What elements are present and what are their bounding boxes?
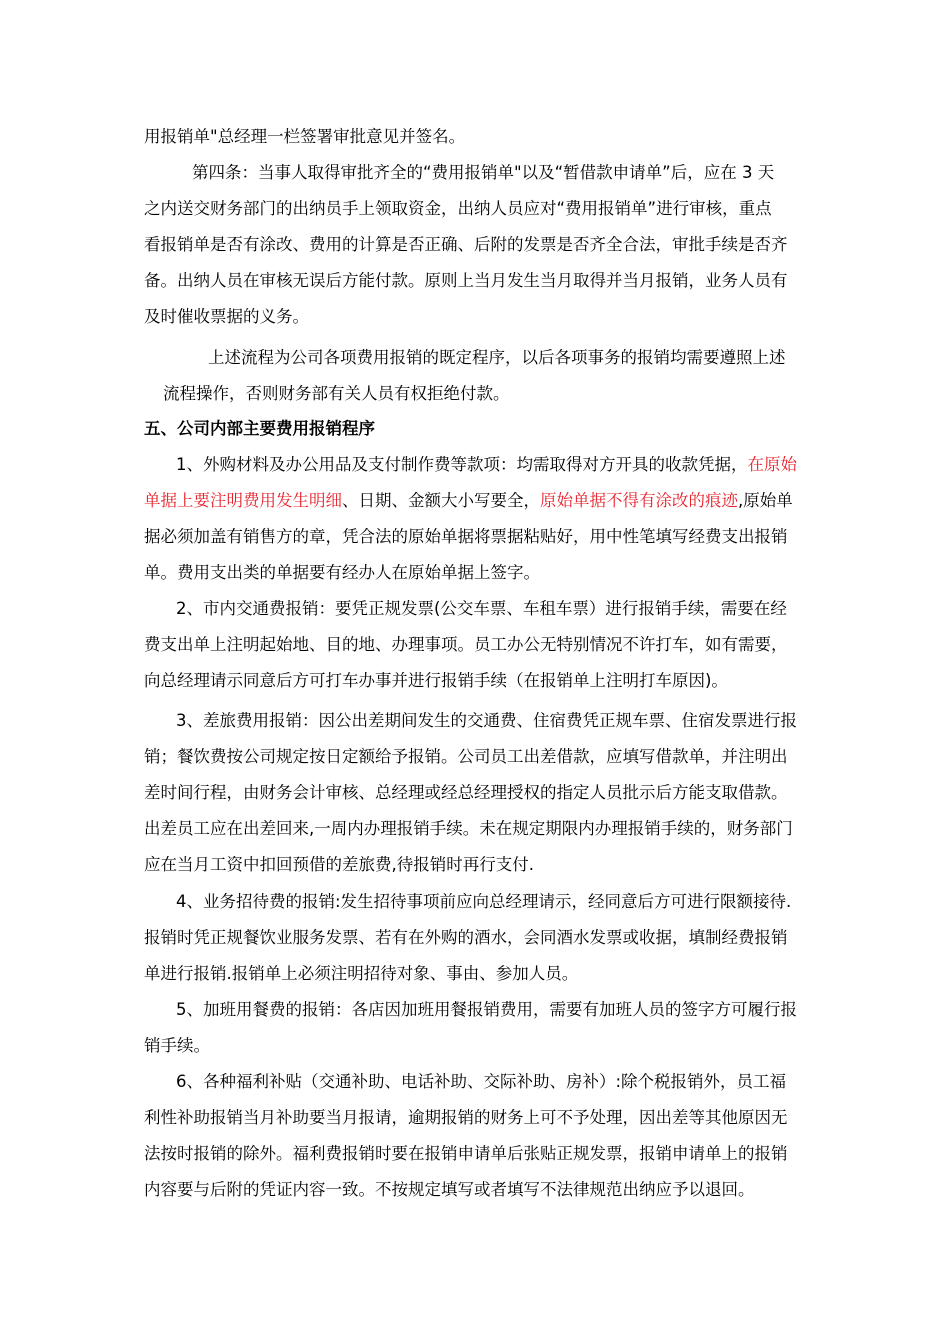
section-5-heading: 五、公司内部主要费用报销程序 — [144, 419, 375, 438]
paragraph-line: 流程操作，否则财务部有关人员有权拒绝付款。 — [163, 384, 510, 403]
text-run: 1、外购材料及办公用品及支付制作费等款项：均需取得对方开具的收款凭据， — [176, 455, 748, 474]
paragraph-line: 报销时凭正规餐饮业服务发票、若有在外购的酒水，会同酒水发票或收据，填制经费报销 — [144, 928, 788, 947]
paragraph-line: 2、市内交通费报销：要凭正规发票(公交车票、车租车票）进行报销手续，需要在经 — [176, 599, 787, 618]
paragraph-line: 销；餐饮费按公司规定按日定额给予报销。公司员工出差借款，应填写借款单，并注明出 — [144, 747, 788, 766]
paragraph-line: 之内送交财务部门的出纳员手上领取资金，出纳人员应对“费用报销单”进行审核，重点 — [144, 199, 772, 218]
paragraph-line: 看报销单是否有涂改、费用的计算是否正确、后附的发票是否齐全合法，审批手续是否齐 — [144, 235, 788, 254]
paragraph-line: 5、加班用餐费的报销：各店因加班用餐报销费用，需要有加班人员的签字方可履行报 — [176, 1000, 797, 1019]
paragraph-line: 3、差旅费用报销：因公出差期间发生的交通费、住宿费凭正规车票、住宿发票进行报 — [176, 711, 797, 730]
paragraph-line: 出差员工应在出差回来,一周内办理报销手续。未在规定期限内办理报销手续的，财务部门 — [144, 819, 793, 838]
paragraph-line: 利性补助报销当月补助要当月报请，逾期报销的财务上可不予处理，因出差等其他原因无 — [144, 1108, 788, 1127]
paragraph-line: 单。费用支出类的单据要有经办人在原始单据上签字。 — [144, 563, 540, 582]
paragraph-line: 4、业务招待费的报销:发生招待事项前应向总经理请示，经同意后方可进行限额接待. — [176, 892, 792, 911]
paragraph-line — [144, 490, 793, 512]
paragraph-line: 备。出纳人员在审核无误后方能付款。原则上当月发生当月取得并当月报销，业务人员有 — [144, 271, 788, 290]
paragraph-line — [176, 454, 797, 476]
highlighted-text: 原始单据不得有涂改的痕迹 — [540, 491, 738, 510]
intro-line: 用报销单"总经理一栏签署审批意见并签名。 — [144, 127, 466, 146]
paragraph-line: 单进行报销.报销单上必须注明招待对象、事由、参加人员。 — [144, 964, 579, 983]
text-run: 、日期、金额大小写要全， — [342, 491, 540, 510]
paragraph-line: 据必须加盖有销售方的章，凭合法的原始单据将票据粘贴好，用中性笔填写经费支出报销 — [144, 527, 788, 546]
paragraph-line: 上述流程为公司各项费用报销的既定程序，以后各项事务的报销均需要遵照上述 — [208, 348, 786, 367]
paragraph-line: 费支出单上注明起始地、目的地、办理事项。员工办公无特别情况不许打车，如有需要， — [144, 635, 788, 654]
paragraph-line: 销手续。 — [144, 1036, 210, 1055]
paragraph-line: 内容要与后附的凭证内容一致。不按规定填写或者填写不法律规范出纳应予以退回。 — [144, 1180, 755, 1199]
paragraph-line: 应在当月工资中扣回预借的差旅费,待报销时再行支付. — [144, 855, 534, 874]
paragraph-line: 向总经理请示同意后方可打车办事并进行报销手续（在报销单上注明打车原因)。 — [144, 671, 728, 690]
paragraph-line: 6、各种福利补贴（交通补助、电话补助、交际补助、房补）:除个税报销外，员工福 — [176, 1072, 787, 1091]
text-run: ,原始单 — [738, 491, 793, 510]
paragraph-line: 法按时报销的除外。福利费报销时要在报销申请单后张贴正规发票，报销申请单上的报销 — [144, 1144, 788, 1163]
highlighted-text: 在原始 — [747, 455, 797, 474]
paragraph-line: 第四条：当事人取得审批齐全的“费用报销单"以及“暂借款申请单”后，应在 3 天 — [192, 163, 775, 182]
highlighted-text: 单据上要注明费用发生明细 — [144, 491, 342, 510]
paragraph-line: 及时催收票据的义务。 — [144, 307, 309, 326]
paragraph-line: 差时间行程，由财务会计审核、总经理或经总经理授权的指定人员批示后方能支取借款。 — [144, 783, 788, 802]
